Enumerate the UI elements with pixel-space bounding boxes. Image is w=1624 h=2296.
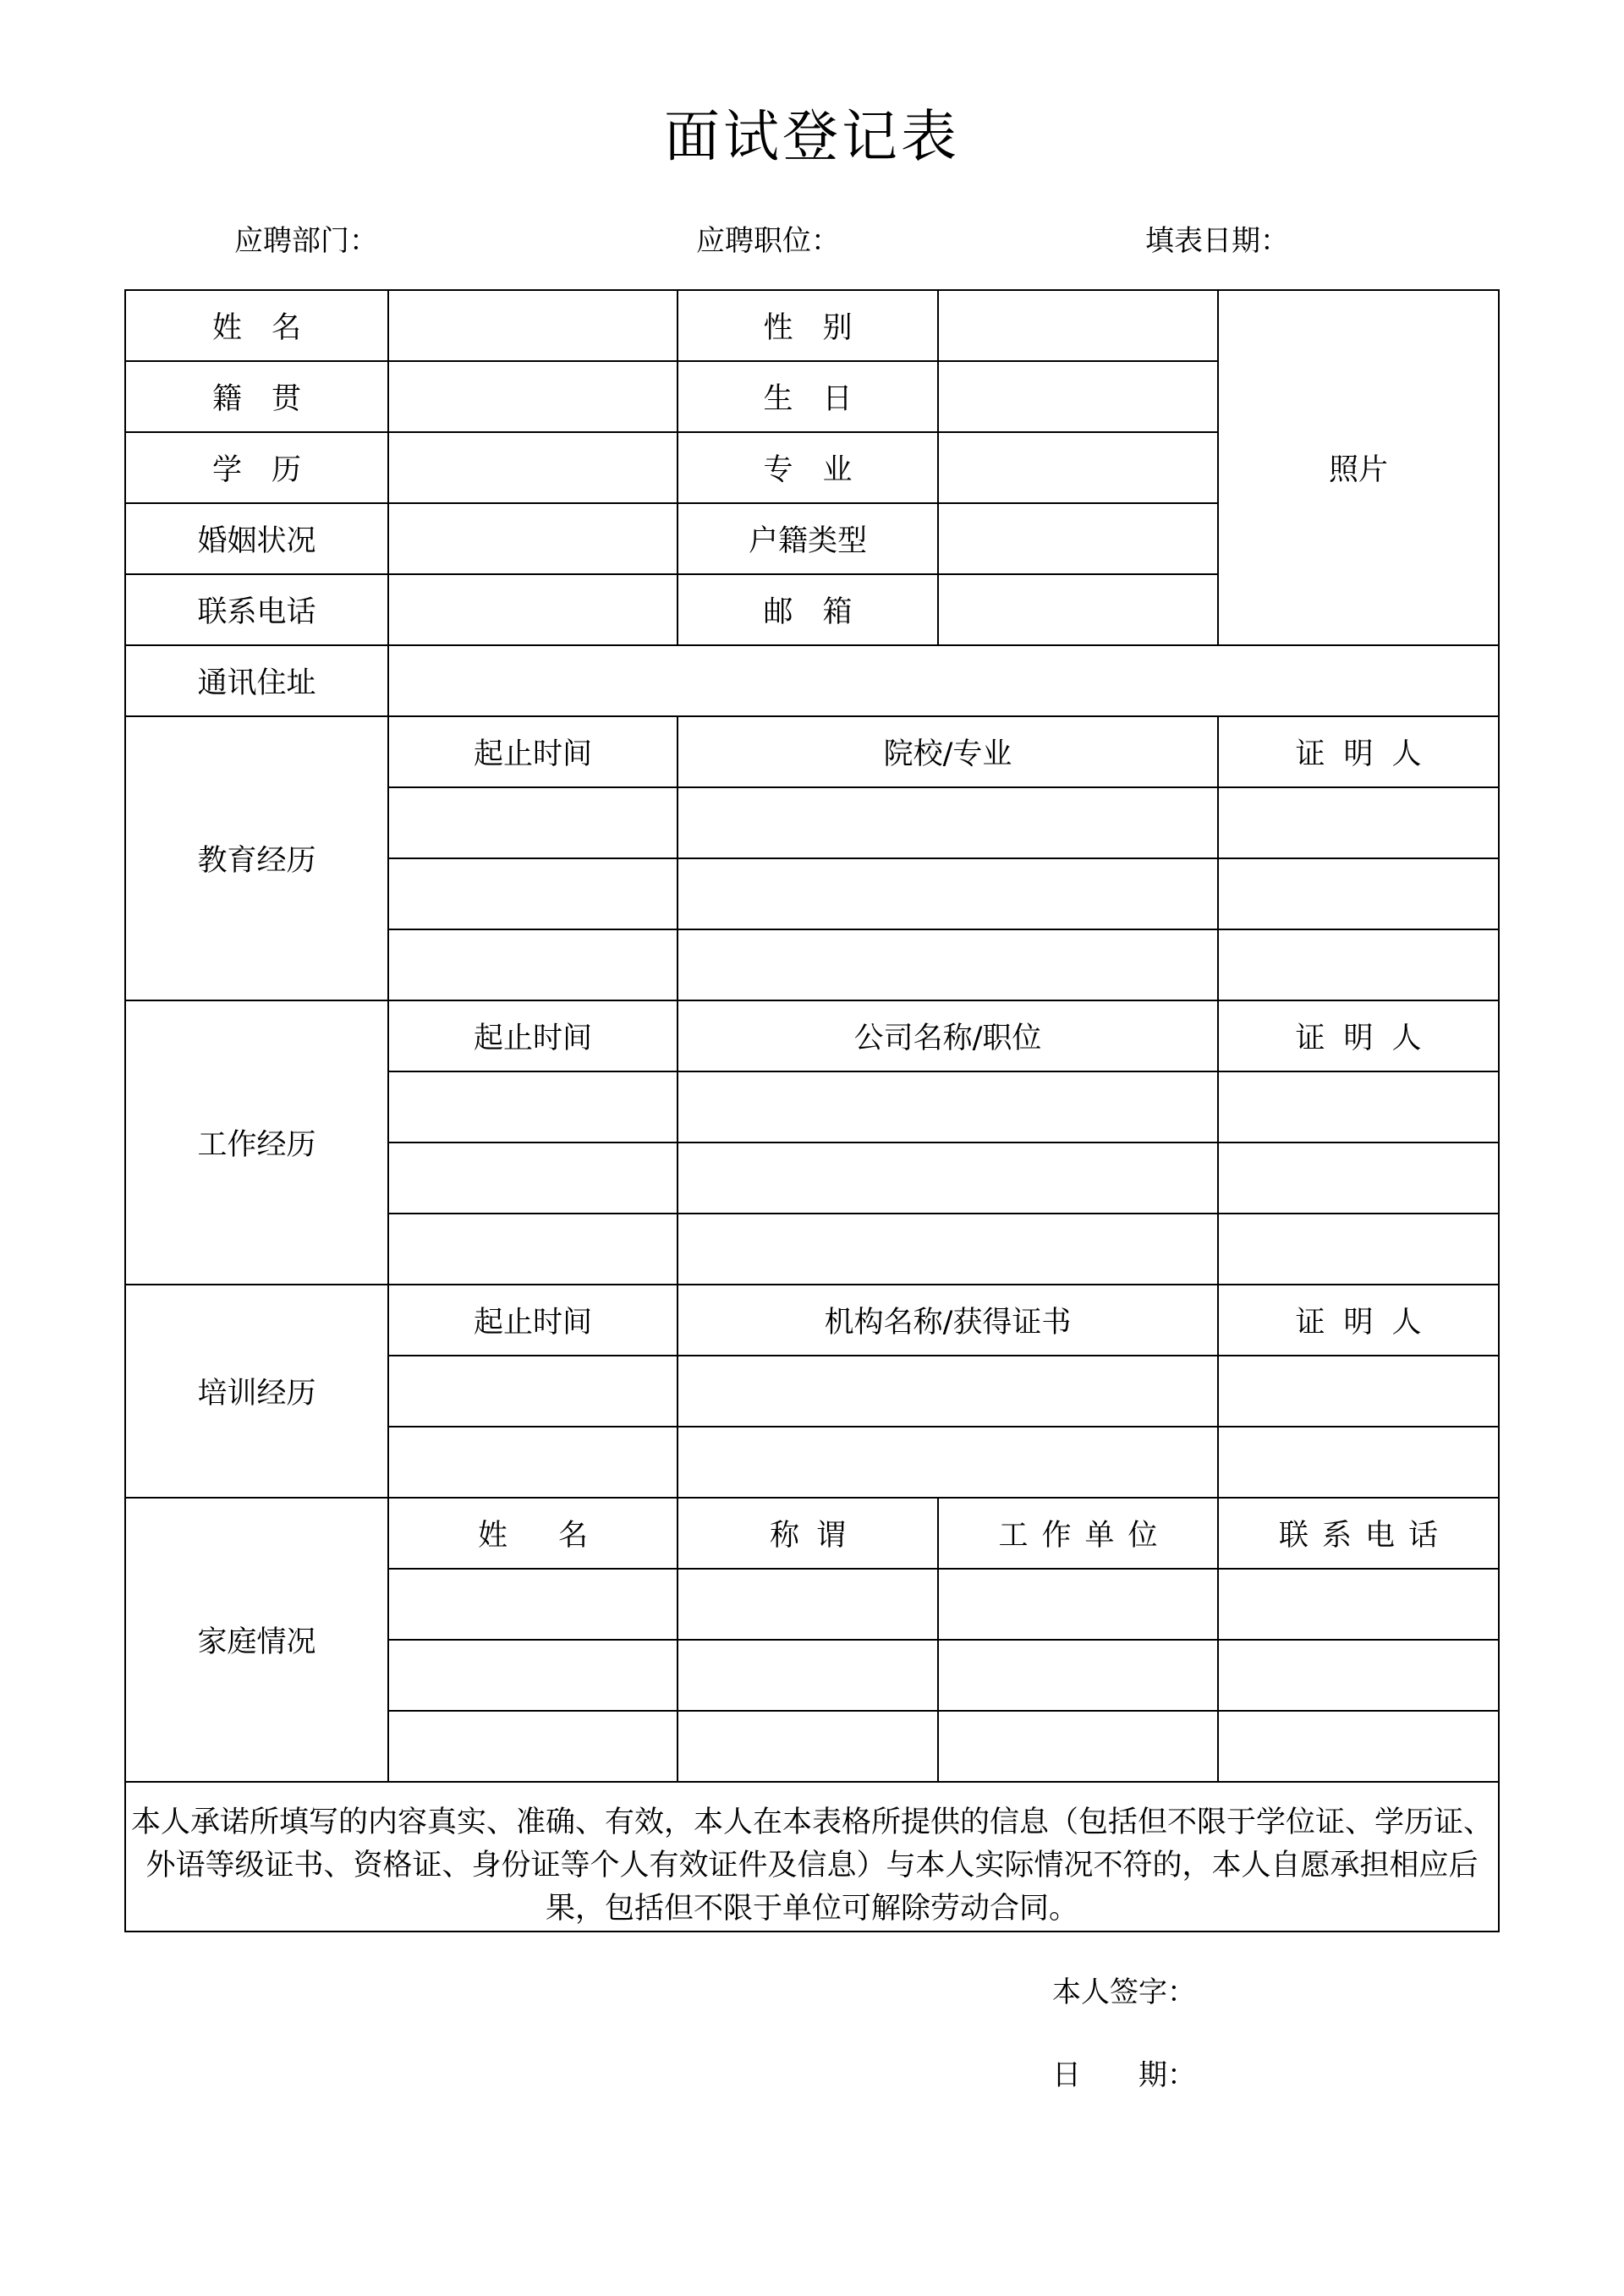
family-relation-cell[interactable] [678, 1569, 938, 1640]
education-period-cell[interactable] [388, 858, 678, 929]
work-witness-header: 证明人 [1218, 1000, 1499, 1071]
family-phone-cell[interactable] [1218, 1569, 1499, 1640]
education-school-header: 院校/专业 [678, 716, 1218, 787]
work-witness-cell[interactable] [1218, 1071, 1499, 1143]
family-name-header: 姓名 [388, 1498, 678, 1569]
training-witness-header: 证明人 [1218, 1285, 1499, 1356]
department-label: 应聘部门： [234, 224, 378, 258]
birthday-label: 生 日 [678, 361, 938, 432]
major-field[interactable] [938, 432, 1218, 503]
work-section-label: 工作经历 [125, 1000, 388, 1285]
education-level-field[interactable] [388, 432, 678, 503]
family-name-cell[interactable] [388, 1711, 678, 1782]
work-company-cell[interactable] [678, 1214, 1218, 1285]
work-period-cell[interactable] [388, 1143, 678, 1214]
education-period-header: 起止时间 [388, 716, 678, 787]
gender-field[interactable] [938, 290, 1218, 361]
training-org-cell[interactable] [678, 1356, 1218, 1427]
name-label: 姓 名 [125, 290, 388, 361]
education-witness-cell[interactable] [1218, 929, 1499, 1000]
name-field[interactable] [388, 290, 678, 361]
fill-date-label: 填表日期： [1145, 224, 1289, 258]
address-field[interactable] [388, 645, 1499, 716]
training-section-label: 培训经历 [125, 1285, 388, 1498]
work-period-cell[interactable] [388, 1214, 678, 1285]
training-org-cell[interactable] [678, 1427, 1218, 1498]
education-period-cell[interactable] [388, 929, 678, 1000]
education-witness-cell[interactable] [1218, 858, 1499, 929]
native-place-label: 籍 贯 [125, 361, 388, 432]
work-witness-cell[interactable] [1218, 1143, 1499, 1214]
phone-field[interactable] [388, 574, 678, 645]
work-company-cell[interactable] [678, 1143, 1218, 1214]
family-employer-cell[interactable] [938, 1711, 1218, 1782]
page-title: 面试登记表 [664, 104, 960, 169]
training-period-cell[interactable] [388, 1427, 678, 1498]
work-period-cell[interactable] [388, 1071, 678, 1143]
training-org-header: 机构名称/获得证书 [678, 1285, 1218, 1356]
family-name-cell[interactable] [388, 1640, 678, 1711]
education-section-label: 教育经历 [125, 716, 388, 1000]
marital-status-label: 婚姻状况 [125, 503, 388, 574]
family-employer-cell[interactable] [938, 1640, 1218, 1711]
email-label: 邮 箱 [678, 574, 938, 645]
email-field[interactable] [938, 574, 1218, 645]
sign-date-label[interactable]: 日 期： [1052, 2058, 1196, 2092]
family-phone-cell[interactable] [1218, 1711, 1499, 1782]
family-relation-cell[interactable] [678, 1640, 938, 1711]
major-label: 专 业 [678, 432, 938, 503]
marital-status-field[interactable] [388, 503, 678, 574]
birthday-field[interactable] [938, 361, 1218, 432]
training-witness-cell[interactable] [1218, 1356, 1499, 1427]
education-school-cell[interactable] [678, 787, 1218, 858]
family-phone-header: 联系电话 [1218, 1498, 1499, 1569]
family-name-cell[interactable] [388, 1569, 678, 1640]
training-period-header: 起止时间 [388, 1285, 678, 1356]
family-relation-cell[interactable] [678, 1711, 938, 1782]
hukou-type-field[interactable] [938, 503, 1218, 574]
phone-label: 联系电话 [125, 574, 388, 645]
education-witness-cell[interactable] [1218, 787, 1499, 858]
work-period-header: 起止时间 [388, 1000, 678, 1071]
education-period-cell[interactable] [388, 787, 678, 858]
family-phone-cell[interactable] [1218, 1640, 1499, 1711]
work-company-cell[interactable] [678, 1071, 1218, 1143]
interview-registration-form [124, 289, 1500, 2092]
family-employer-header: 工作单位 [938, 1498, 1218, 1569]
family-relation-header: 称谓 [678, 1498, 938, 1569]
education-school-cell[interactable] [678, 858, 1218, 929]
work-company-header: 公司名称/职位 [678, 1000, 1218, 1071]
declaration-text: 本人承诺所填写的内容真实、准确、有效，本人在本表格所提供的信息（包括但不限于学位证、学历证、外语等级证书、资格证、身份证等个人有效证件及信息）与本人实际情况不符的，本人自愿承担相应后果，包括但不限于单位可解除劳动合同。 [131, 1806, 1494, 1926]
address-label: 通讯住址 [125, 645, 388, 716]
training-period-cell[interactable] [388, 1356, 678, 1427]
education-witness-header: 证明人 [1218, 716, 1499, 787]
signature-label[interactable]: 本人签字： [1052, 1975, 1196, 2009]
work-witness-cell[interactable] [1218, 1214, 1499, 1285]
family-employer-cell[interactable] [938, 1569, 1218, 1640]
declaration-box [125, 1782, 1499, 2092]
position-label: 应聘职位： [696, 224, 840, 258]
education-school-cell[interactable] [678, 929, 1218, 1000]
training-witness-cell[interactable] [1218, 1427, 1499, 1498]
education-level-label: 学 历 [125, 432, 388, 503]
family-section-label: 家庭情况 [125, 1498, 388, 1782]
gender-label: 性 别 [678, 290, 938, 361]
hukou-type-label: 户籍类型 [678, 503, 938, 574]
native-place-field[interactable] [388, 361, 678, 432]
photo-box[interactable]: 照片 [1218, 290, 1499, 645]
